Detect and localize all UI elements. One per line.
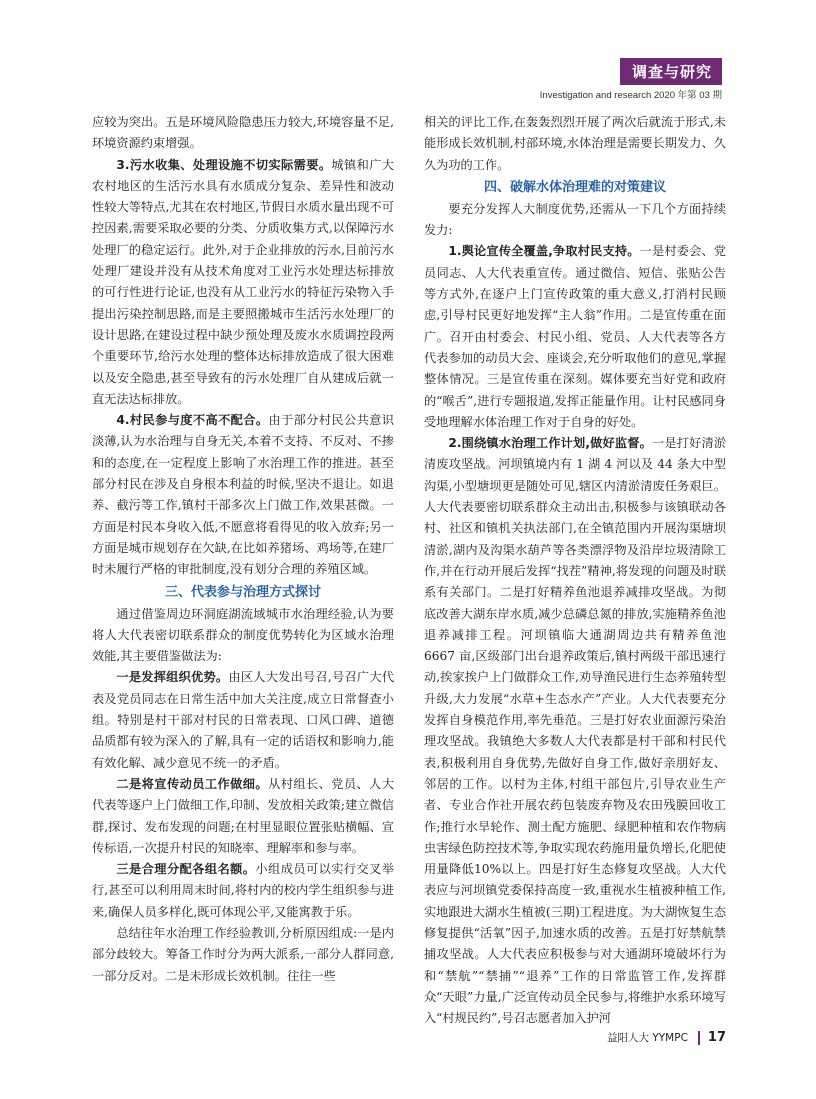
paragraph-lead: 三是合理分配各组名额。 xyxy=(116,862,256,877)
paragraph: 通过借鉴周边环洞庭湖流域城市水治理经验,认为要将人大代表密切联系群众的制度优势转化为区域水治理效能,其主要借鉴做法为: xyxy=(92,606,394,664)
paragraph-lead: 一是发挥组织优势。 xyxy=(116,670,229,685)
paragraph: 应较为突出。五是环境风险隐患压力较大,环境容量不足,环境资源约束增强。 xyxy=(92,115,394,151)
paragraph-lead: 3.污水收集、处理设施不切实际需要。 xyxy=(116,157,332,172)
paragraph-text: 由区人大发出号召,号召广大代表及党员同志在日常生活中加大关注度,成立日常督查小组。特别是村干部对村民的日常表现、口风口碑、道德品质都有较为深入的了解,具有一定的话语权和影响力,能有效化解、减少意见不统一的矛盾。 xyxy=(92,670,395,770)
paragraph xyxy=(92,859,394,923)
paragraph-text: 一是打好清淤清废攻坚战。河坝镇境内有 1 湖 4 河以及 44 条大中型沟渠,小型塘坝更是随处可见,辖区内清淤清废任务艰巨。人大代表要密切联系群众主动出击,积极参与该镇联动各村、社区和镇机关执法部门,在全镇范围内开展沟渠塘坝清淤,湖内及沟渠水葫芦等各类漂浮物及沿岸垃圾清除工作,并在行动开展后发挥“找茬”精神,将发现的问题及时联系有关部门。二是打好精养鱼池退养减排攻坚战。为彻底改善大湖东岸水质,减少总磷总氮的排放,实施精养鱼池退养减排工程。河坝镇临大通湖周边共有精养鱼池 6667 亩,区级部门出台退养政策后,镇村两级干部迅速行动,挨家挨户上门做群众工作,劝导渔民进行生态养殖转型升级,大力发展“水草+生态水产”产业。人大代表要充分发挥自身模范作用,率先垂范。三是打好农业面源污染治理攻坚战。我镇绝大多数人大代表都是村干部和村民代表,积极利用自身优势,先做好自身工作,做好亲朋好友、邻居的工作。以村为主体,村组干部包片,引导农业生产者、专业合作社开展农药包装废弃物及农田残膜回收工作;推行水旱轮作、测土配方施肥、绿肥种植和农作物病虫害绿色防控技术等,争取实现农药施用量负增长,化肥使用量降低10%以上。四是打好生态修复攻坚战。人大代表应与河坝镇党委保持高度一致,重视水生植被种植工作,实地跟进大湖水生植被(三期)工程进度。为大湖恢复生态修复提供“活氧”因子,加速水质的改善。五是打好禁航禁捕攻坚战。人大代表应积极参与对大通湖环境破坏行为和“禁航”“禁捕”“退养”工作的日常监管工作,发挥群众“天眼”力量,广泛宣传动员全民参与,将维护水系环境写入“村规民约”,号召志愿者加入护河 xyxy=(424,436,727,1026)
paragraph: 总结往年水治理工作经验教训,分析原因组成:一是内部分歧较大。筹备工作时分为两大派系,一部分人群同意,一部分反对。二是未形成长效机制。往往一些 xyxy=(92,925,394,983)
paragraph: 相关的评比工作,在轰轰烈烈开展了两次后就流于形式,未能形成长效机制,村部环境,水体治理是需要长期发力、久久为功的工作。 xyxy=(424,115,726,172)
paragraph xyxy=(92,774,394,859)
page-number: 17 xyxy=(707,1030,726,1045)
page-footer xyxy=(607,1030,726,1045)
journal-name: 益阳人大 YYMPC xyxy=(607,1032,688,1044)
paragraph-text: 从村组长、党员、人大代表等逐户上门做细工作,印制、发放相关政策;建立微信群,探讨、发布发现的问题;在村里显眼位置张贴横幅、宣传标语,一次提升村民的知晓率、理解率和参与率。 xyxy=(92,776,395,855)
left-column xyxy=(92,112,394,987)
footer-divider xyxy=(698,1031,700,1045)
paragraph xyxy=(92,667,394,773)
paragraph xyxy=(424,433,726,1029)
issue-subtitle: Investigation and research 2020 年第 03 期 xyxy=(539,90,722,101)
paragraph-lead: 4.村民参与度不高不配合。 xyxy=(116,413,269,428)
paragraph: 要充分发挥人大制度优势,还需从一下几个方面持续发力: xyxy=(424,201,726,238)
paragraph-text: 一是村委会、党员同志、人大代表重宣传。通过微信、短信、张贴公告等方式外,在逐户上门宣传政策的重大意义,打消村民顾虑,引导村民更好地发挥“主人翁”作用。二是宣传重在面广。召开由村委会、村民小组、党员、人大代表等各方代表参加的动员大会、座谈会,充分听取他们的意见,掌握整体情况。三是宣传重在深刻。媒体要充当好党和政府的“喉舌”,进行专题报道,发挥正能量作用。让村民感同身受地理解水体治理工作对于自身的好处。 xyxy=(424,244,726,429)
paragraph-text: 小组成员可以实行交叉举行,甚至可以利用周末时间,将村内的校内学生组织参与进来,确保人员多样化,既可体现公平,又能寓教于乐。 xyxy=(92,862,395,919)
paragraph xyxy=(92,410,394,580)
right-column xyxy=(424,112,726,1029)
paragraph-lead: 二是将宣传动员工作做细。 xyxy=(116,776,269,791)
section-heading: 四、破解水体治理难的对策建议 xyxy=(483,179,666,195)
paragraph-lead: 2.围绕镇水治理工作计划,做好监督。 xyxy=(448,436,652,451)
paragraph xyxy=(424,241,726,433)
paragraph xyxy=(92,155,394,411)
paragraph-lead: 1.舆论宣传全覆盖,争取村民支持。 xyxy=(448,244,640,259)
section-tag: 调查与研究 xyxy=(620,58,722,85)
paragraph-text: 城镇和广大农村地区的生活污水具有水质成分复杂、差异性和波动性较大等特点,尤其在农村地区,节假日水质水量出现不可控因素,需要采取必要的分类、分质收集方式,以保障污水处理厂的稳定运行。此外,对于企业排放的污水,目前污水处理厂建设并没有从技术角度对工业污水处理达标排放的可行性进行论证,也没有从工业污水的特征污染物入手提出污染控制思路,而是主要照搬城市生活污水处理厂的设计思路,在建设过程中缺少预处理及废水水质调控段两个重要环节,给污水处理的整体达标排放造成了很大困难以及安全隐患,甚至导致有的污水处理厂自从建成后就一直无法达标排放。 xyxy=(92,157,394,406)
paragraph-text: 由于部分村民公共意识淡薄,认为水治理与自身无关,本着不支持、不反对、不掺和的态度,在一定程度上影响了水治理工作的推进。甚至部分村民在涉及自身根本利益的时候,坚决不退让。如退养、截污等工作,镇村干部多次上门做工作,效果甚微。一方面是村民本身收入低,不愿意将看得见的收入放弃;另一方面是城市规划存在欠缺,在比如养猪场、鸡场等,在建厂时未履行严格的审批制度,没有划分合理的养殖区域。 xyxy=(92,413,394,577)
page-header xyxy=(540,58,722,101)
section-heading: 三、代表参与治理方式探讨 xyxy=(164,584,321,600)
